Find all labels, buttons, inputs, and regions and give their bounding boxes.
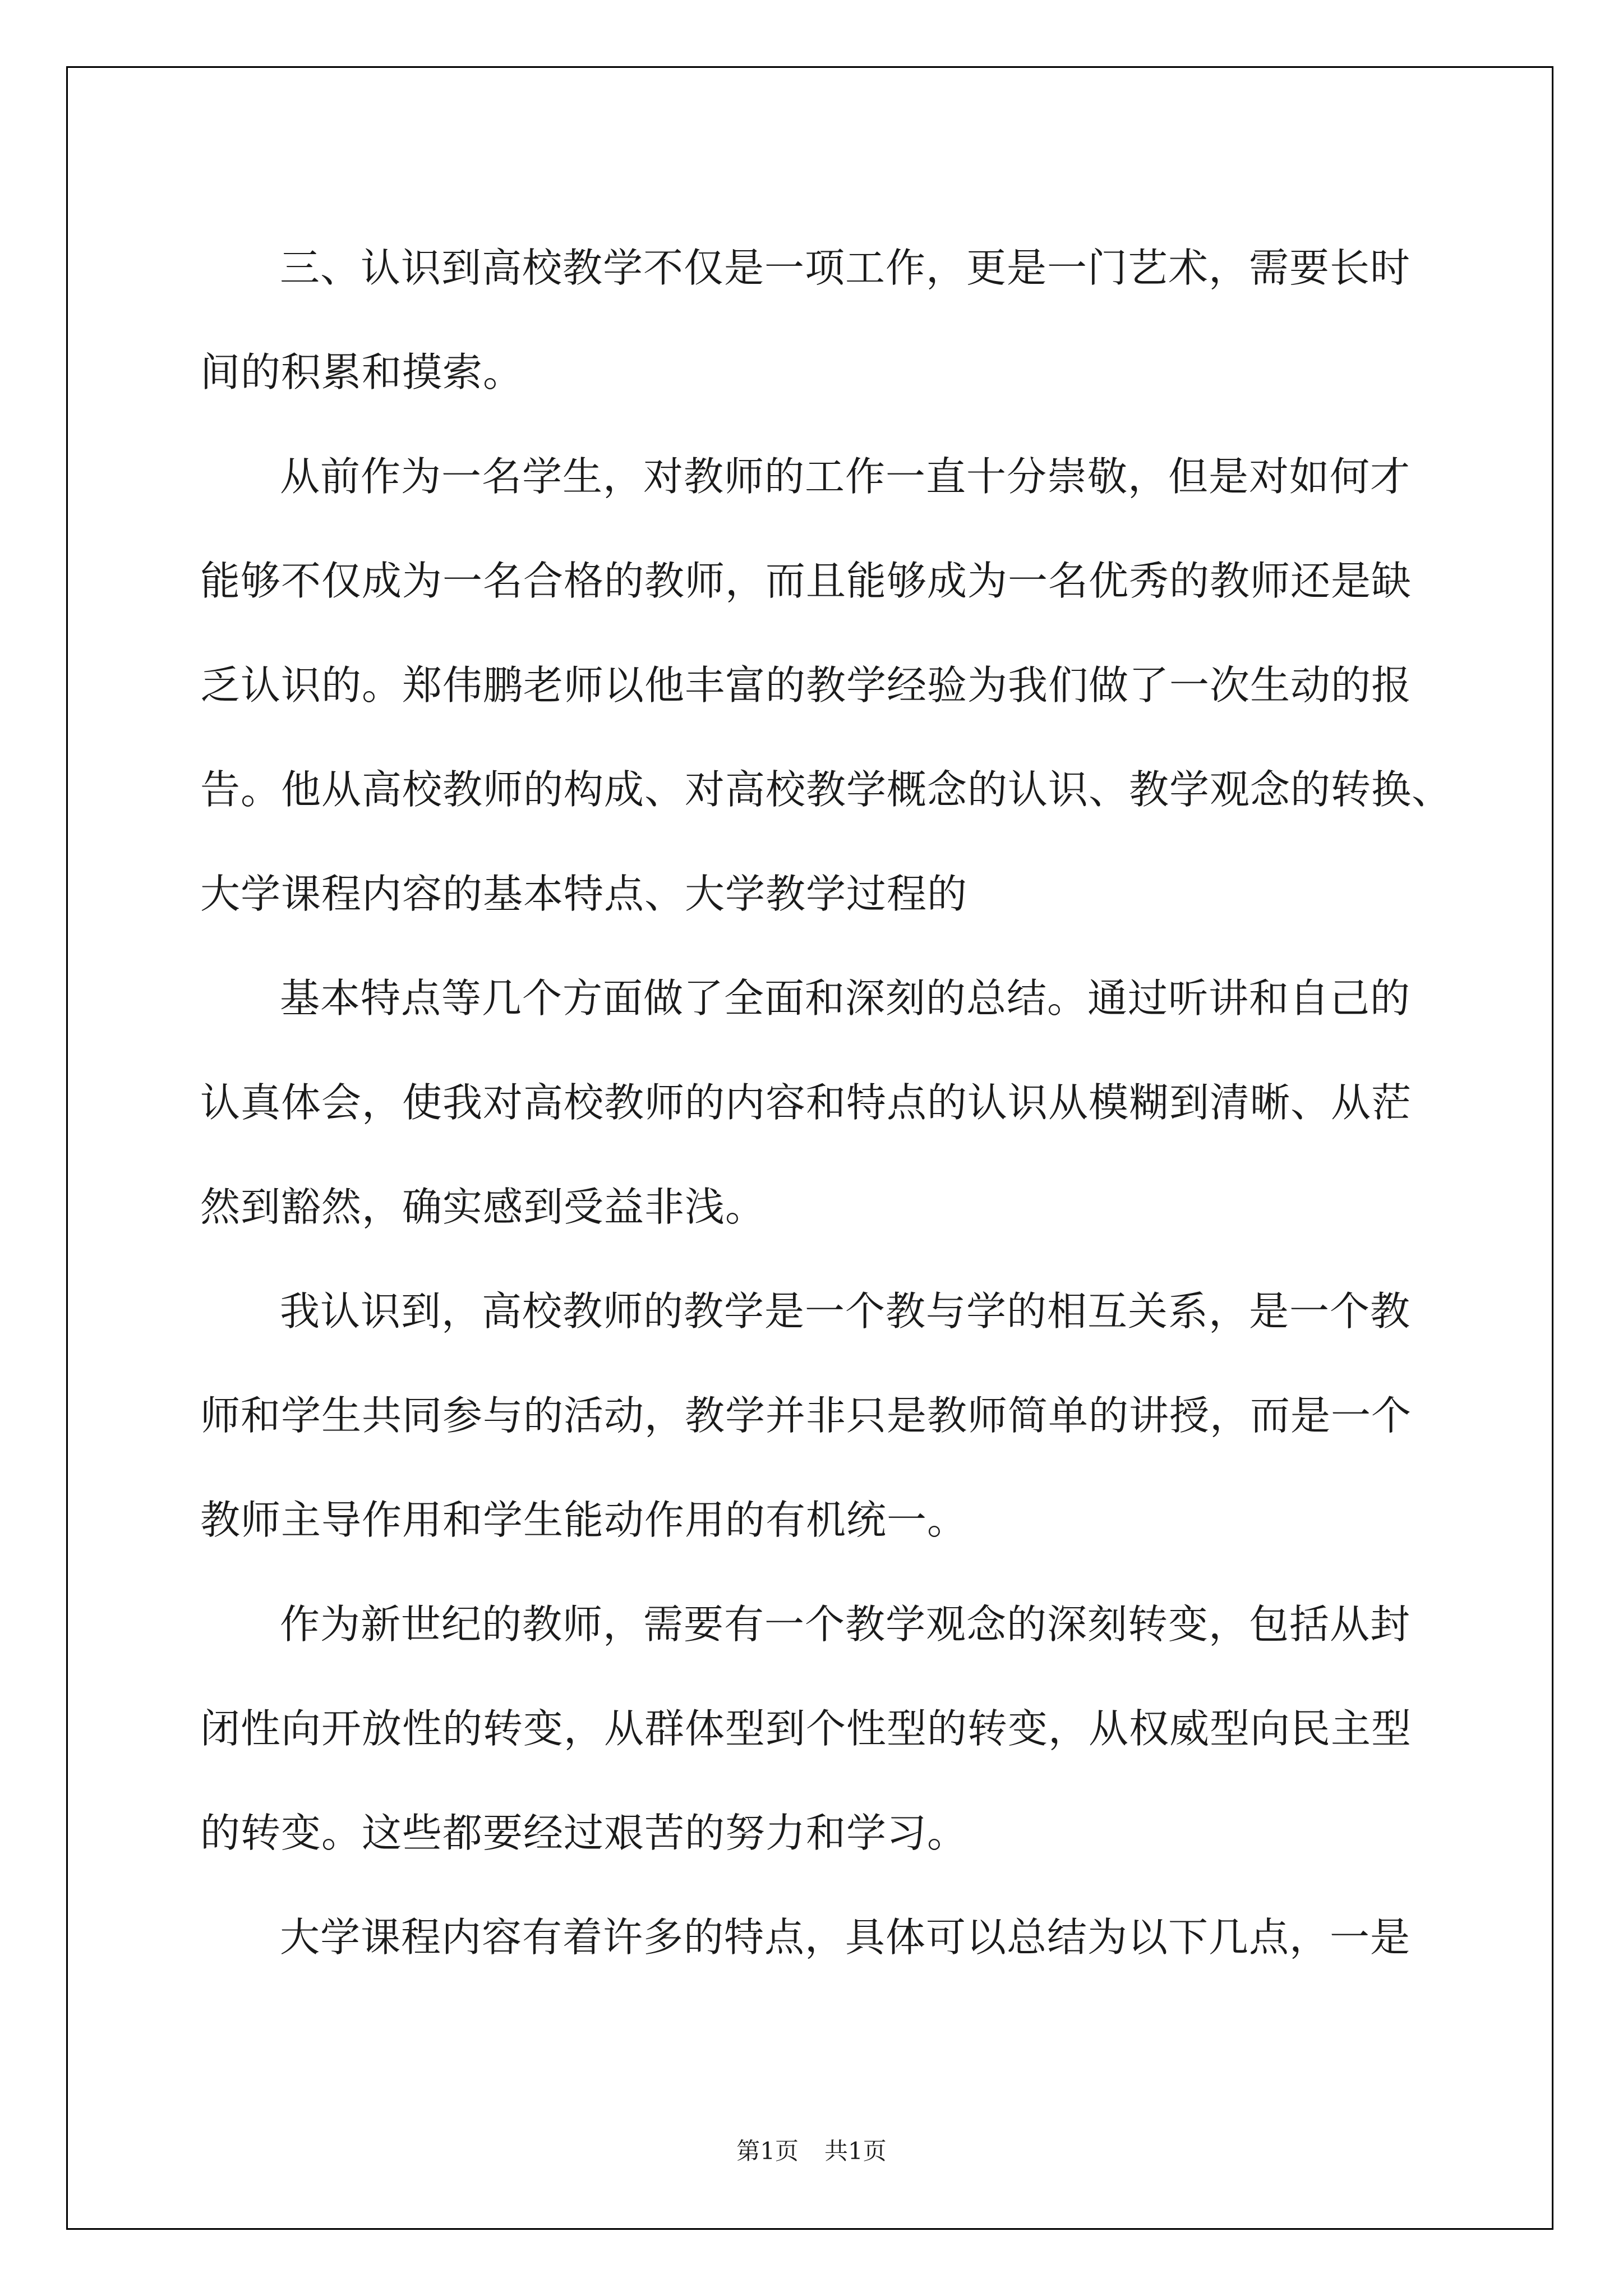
paragraph-first-line: 基本特点等几个方面做了全面和深刻的总结。通过听讲和自己的 bbox=[280, 975, 1411, 1022]
paragraph-line: 大学课程内容的基本特点、大学教学过程的 bbox=[200, 871, 968, 917]
paragraph-line: 能够不仅成为一名合格的教师，而且能够成为一名优秀的教师还是缺 bbox=[200, 558, 1412, 604]
paragraph-first-line: 我认识到，高校教师的教学是一个教与学的相互关系，是一个教 bbox=[280, 1288, 1411, 1335]
paragraph-line: 教师主导作用和学生能动作用的有机统一。 bbox=[200, 1497, 968, 1543]
page-number-current: 第1页 bbox=[736, 2137, 799, 2165]
paragraph-line: 乏认识的。郑伟鹏老师以他丰富的教学经验为我们做了一次生动的报 bbox=[200, 662, 1412, 708]
paragraph-line: 间的积累和摸索。 bbox=[200, 349, 524, 395]
paragraph-first-line: 三、认识到高校教学不仅是一项工作，更是一门艺术，需要长时 bbox=[280, 245, 1411, 291]
paragraph-line: 的转变。这些都要经过艰苦的努力和学习。 bbox=[200, 1810, 968, 1856]
paragraph-first-line: 作为新世纪的教师，需要有一个教学观念的深刻转变，包括从封 bbox=[280, 1601, 1411, 1648]
paragraph-first-line: 从前作为一名学生，对教师的工作一直十分崇敬，但是对如何才 bbox=[280, 453, 1411, 500]
paragraph-first-line: 大学课程内容有着许多的特点，具体可以总结为以下几点，一是 bbox=[280, 1914, 1411, 1961]
page-footer bbox=[0, 2133, 1623, 2166]
paragraph-container bbox=[200, 216, 1473, 1990]
page-number-total: 共1页 bbox=[824, 2137, 887, 2165]
paragraph-line: 闭性向开放性的转变，从群体型到个性型的转变，从权威型向民主型 bbox=[200, 1705, 1412, 1752]
paragraph-line: 然到豁然，确实感到受益非浅。 bbox=[200, 1184, 766, 1230]
paragraph-line: 认真体会，使我对高校教师的内容和特点的认识从模糊到清晰、从茫 bbox=[200, 1079, 1412, 1126]
paragraph-line: 师和学生共同参与的活动，教学并非只是教师简单的讲授，而是一个 bbox=[200, 1392, 1412, 1439]
paragraph-line: 告。他从高校教师的构成、对高校教学概念的认识、教学观念的转换、 bbox=[200, 766, 1453, 813]
document-body bbox=[200, 216, 1473, 1990]
